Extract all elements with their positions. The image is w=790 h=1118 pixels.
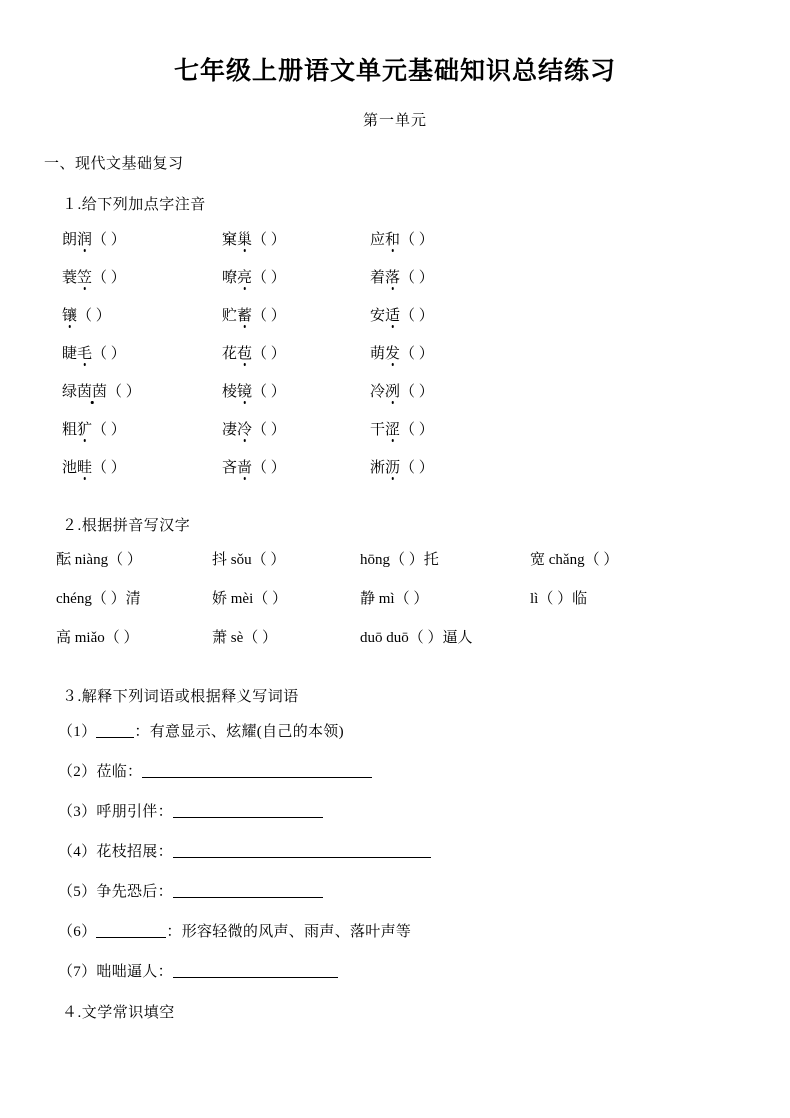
hanzi-cell: 萧 sè（ ） [212, 629, 277, 646]
answer-blank[interactable] [96, 937, 166, 938]
pinyin-question-table [62, 228, 530, 494]
dotted-char: 苞 [237, 342, 252, 363]
pinyin-cell [370, 228, 530, 266]
dotted-char: 畦 [77, 456, 92, 477]
pinyin-cell [222, 342, 370, 380]
pinyin-cell [370, 380, 530, 418]
dotted-char: 和 [385, 228, 400, 249]
list-item [58, 880, 746, 901]
answer-bracket: （ ） [252, 269, 286, 286]
answer-bracket: （ ） [400, 231, 434, 248]
pinyin-prefix: 应 [370, 231, 386, 248]
hanzi-cell: 静 mì（ ） [360, 590, 429, 607]
hanzi-cell: duō duō（ ）逼人 [360, 629, 473, 646]
list-item [58, 760, 746, 781]
table-row [62, 266, 530, 304]
pinyin-prefix: 凄 [222, 421, 238, 438]
dotted-char: 适 [385, 304, 400, 325]
pinyin-cell [370, 418, 530, 456]
answer-blank[interactable] [173, 844, 431, 858]
pinyin-prefix: 干 [370, 421, 386, 438]
dotted-char: 茵茵 [77, 380, 107, 401]
dotted-char: 巢 [237, 228, 252, 249]
dotted-char: 笠 [77, 266, 92, 287]
answer-bracket: （ ） [252, 383, 286, 400]
pinyin-cell [222, 380, 370, 418]
pinyin-cell [62, 342, 222, 380]
pinyin-prefix: 粗 [62, 421, 78, 438]
page-title: 七年级上册语文单元基础知识总结练习 [173, 58, 616, 85]
hanzi-cell: lì（ ）临 [530, 590, 588, 607]
hanzi-cell: 酝 niàng（ ） [56, 551, 142, 568]
item-prefix: （3）呼朋引伴： [58, 803, 173, 820]
answer-blank[interactable] [173, 964, 338, 978]
table-row [56, 626, 618, 665]
pinyin-prefix: 绿 [62, 383, 78, 400]
pinyin-cell [62, 304, 222, 342]
dotted-char: 冷 [237, 418, 252, 439]
answer-bracket: （ ） [92, 345, 126, 362]
list-item [58, 800, 746, 821]
answer-bracket: （ ） [92, 459, 126, 476]
dotted-char: 涩 [385, 418, 400, 439]
table-row [56, 548, 618, 587]
hanzi-cell: 抖 sǒu（ ） [212, 551, 286, 568]
hanzi-cell: chéng（ ）清 [56, 590, 141, 607]
answer-bracket: （ ） [400, 269, 434, 286]
list-item [58, 920, 746, 941]
dotted-char: 蓄 [237, 304, 252, 325]
pinyin-cell [370, 342, 530, 380]
dotted-char: 冽 [385, 380, 400, 401]
item-text: ：形容轻微的风声、雨声、落叶声等 [166, 923, 412, 940]
pinyin-cell [62, 456, 222, 494]
pinyin-prefix: 冷 [370, 383, 386, 400]
item-prefix: （1） [58, 723, 97, 740]
pinyin-cell [62, 228, 222, 266]
pinyin-cell [62, 380, 222, 418]
pinyin-prefix: 安 [370, 307, 386, 324]
answer-blank[interactable] [173, 884, 323, 898]
pinyin-prefix: 嘹 [222, 269, 238, 286]
item-prefix: （6） [58, 923, 97, 940]
table-row [62, 380, 530, 418]
item-prefix: （4）花枝招展： [58, 843, 173, 860]
list-item [58, 960, 746, 981]
pinyin-prefix: 朗 [62, 231, 78, 248]
pinyin-prefix: 花 [222, 345, 238, 362]
pinyin-cell [222, 304, 370, 342]
answer-bracket: （ ） [400, 459, 434, 476]
hanzi-cell: 宽 chǎng（ ） [530, 551, 619, 568]
dotted-char: 犷 [77, 418, 92, 439]
question-3-list [58, 720, 746, 981]
hanzi-cell: hōng（ ）托 [360, 551, 439, 568]
answer-bracket: （ ） [92, 421, 126, 438]
pinyin-prefix: 窠 [222, 231, 238, 248]
pinyin-cell [62, 266, 222, 304]
item-prefix: （7）咄咄逼人： [58, 963, 173, 980]
answer-bracket: （ ） [92, 269, 126, 286]
dotted-char: 沥 [385, 456, 400, 477]
question-2-heading: ２.根据拼音写汉字 [62, 517, 191, 534]
answer-bracket: （ ） [400, 307, 434, 324]
pinyin-prefix: 淅 [370, 459, 386, 476]
item-prefix: （5）争先恐后： [58, 883, 173, 900]
answer-bracket: （ ） [77, 307, 111, 324]
table-row [62, 304, 530, 342]
question-1-heading: １.给下列加点字注音 [62, 196, 206, 213]
table-row [62, 228, 530, 266]
answer-bracket: （ ） [400, 383, 434, 400]
dotted-char: 毛 [77, 342, 92, 363]
pinyin-prefix: 萌 [370, 345, 386, 362]
list-item [58, 720, 746, 741]
question-3-heading: ３.解释下列词语或根据释义写词语 [62, 688, 299, 705]
dotted-char: 亮 [237, 266, 252, 287]
pinyin-cell [62, 418, 222, 456]
answer-bracket: （ ） [252, 231, 286, 248]
answer-blank[interactable] [142, 764, 372, 778]
answer-bracket: （ ） [400, 345, 434, 362]
dotted-char: 镜 [237, 380, 252, 401]
dotted-char: 啬 [237, 456, 252, 477]
pinyin-prefix: 棱 [222, 383, 238, 400]
dotted-char: 发 [385, 342, 400, 363]
section-heading-modern-text: 一、现代文基础复习 [44, 155, 184, 172]
answer-bracket: （ ） [252, 421, 286, 438]
item-prefix: （2）莅临： [58, 763, 143, 780]
pinyin-prefix: 池 [62, 459, 78, 476]
hanzi-cell [530, 626, 618, 665]
pinyin-cell [222, 456, 370, 494]
hanzi-question-table [56, 548, 618, 665]
dotted-char: 落 [385, 266, 400, 287]
table-row [62, 456, 530, 494]
question-4-heading: ４.文学常识填空 [62, 1004, 175, 1021]
pinyin-cell [370, 456, 530, 494]
hanzi-cell: 高 miǎo（ ） [56, 629, 139, 646]
answer-bracket: （ ） [107, 383, 141, 400]
hanzi-cell: 娇 mèi（ ） [212, 590, 287, 607]
dotted-char: 润 [77, 228, 92, 249]
item-text: ：有意显示、炫耀(自己的本领) [134, 723, 344, 740]
answer-bracket: （ ） [252, 345, 286, 362]
list-item [58, 840, 746, 861]
answer-blank[interactable] [96, 737, 134, 738]
pinyin-cell [222, 418, 370, 456]
pinyin-prefix: 贮 [222, 307, 238, 324]
pinyin-cell [370, 304, 530, 342]
answer-bracket: （ ） [252, 307, 286, 324]
answer-bracket: （ ） [92, 231, 126, 248]
answer-blank[interactable] [173, 804, 323, 818]
pinyin-cell [370, 266, 530, 304]
dotted-char: 镶 [62, 304, 77, 325]
answer-bracket: （ ） [400, 421, 434, 438]
table-row [56, 587, 618, 626]
pinyin-cell [222, 266, 370, 304]
answer-bracket: （ ） [252, 459, 286, 476]
table-row [62, 342, 530, 380]
table-row [62, 418, 530, 456]
pinyin-prefix: 睫 [62, 345, 78, 362]
pinyin-cell [222, 228, 370, 266]
unit-subtitle: 第一单元 [362, 112, 427, 129]
pinyin-prefix: 吝 [222, 459, 238, 476]
pinyin-prefix: 蓑 [62, 269, 78, 286]
pinyin-prefix: 着 [370, 269, 386, 286]
